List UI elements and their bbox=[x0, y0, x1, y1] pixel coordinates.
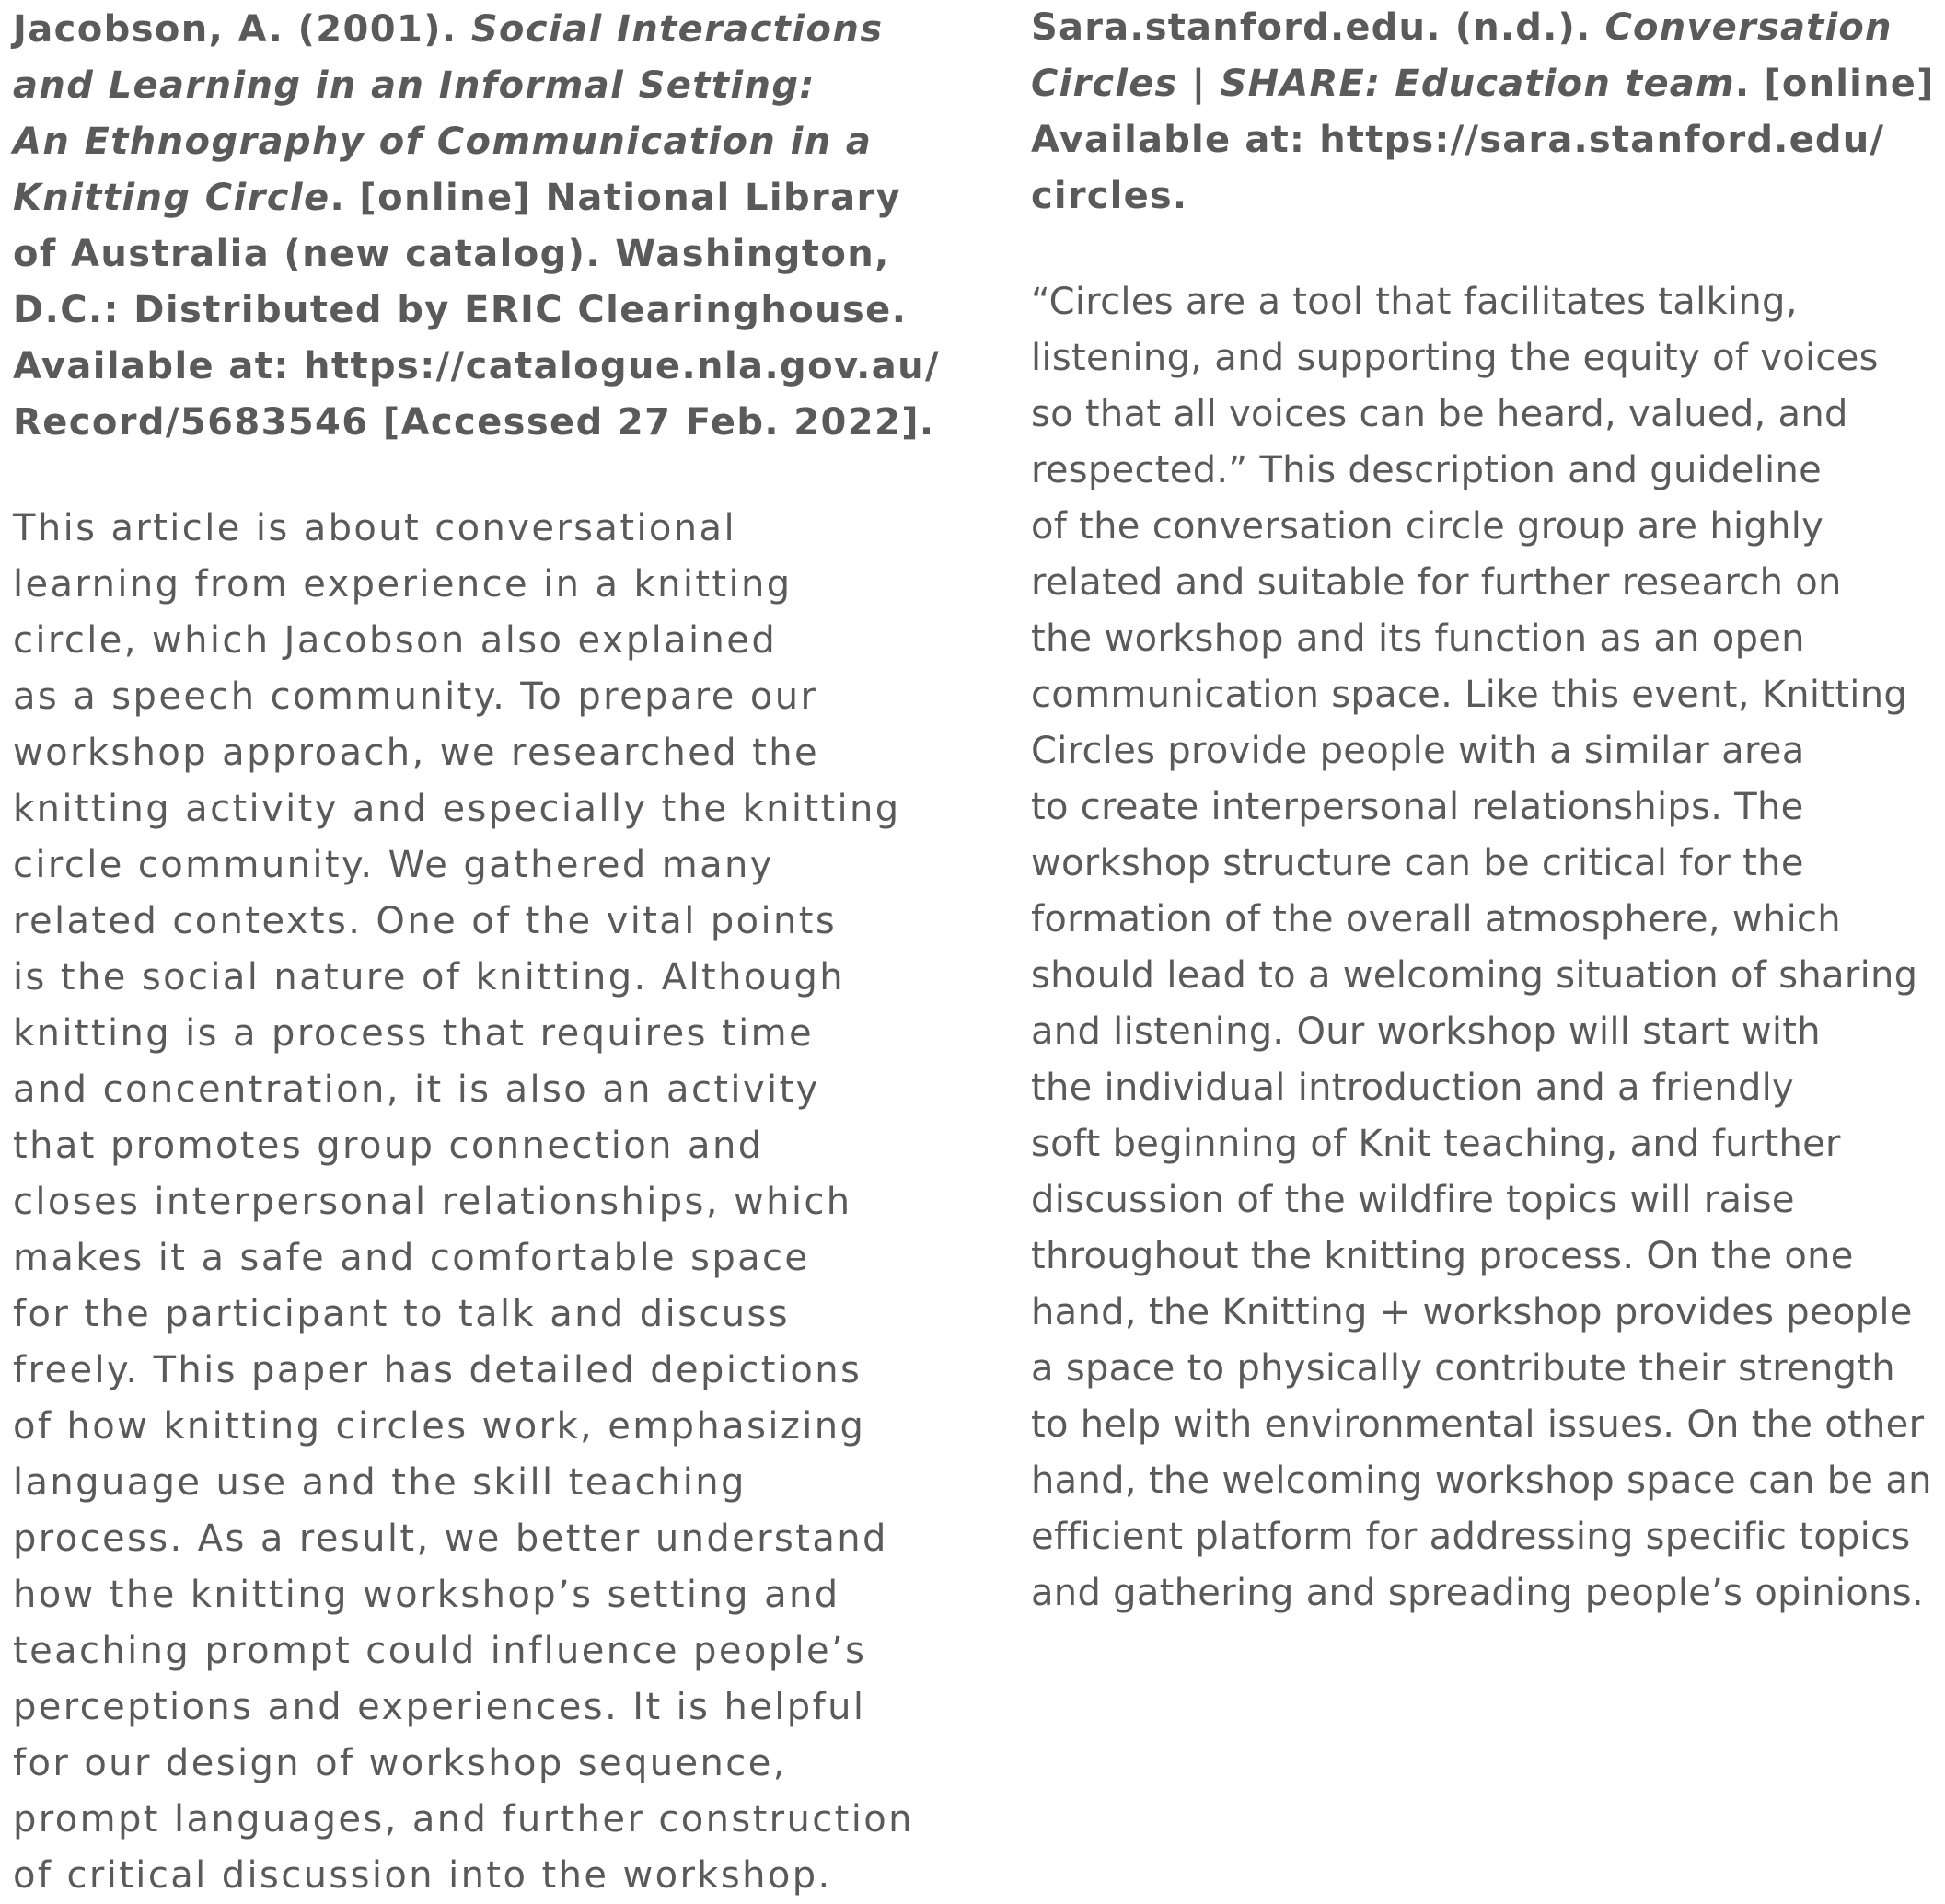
citation-title-line-4: Knitting Circle bbox=[13, 177, 330, 219]
citation-online: . [online] bbox=[1734, 63, 1935, 105]
annotation-line: process. As a result, we better understand bbox=[13, 1517, 888, 1560]
annotation-line: workshop structure can be critical for the bbox=[1031, 842, 1804, 884]
annotation-line: for our design of workshop sequence, bbox=[13, 1742, 787, 1784]
annotation-line: “Circles are a tool that facilitates talking, bbox=[1031, 281, 1798, 323]
annotation-line: a space to physically contribute their strength bbox=[1031, 1347, 1895, 1390]
citation-title-line-2: Circles | SHARE: Education team bbox=[1031, 63, 1735, 105]
annotation-line: formation of the overall atmosphere, which bbox=[1031, 898, 1841, 940]
annotation-line: for the participant to talk and discuss bbox=[13, 1293, 790, 1335]
annotation-line: the workshop and its function as an open bbox=[1031, 617, 1805, 660]
jacobson-citation bbox=[13, 0, 941, 451]
annotation-line: discussion of the wildfire topics will raise bbox=[1031, 1179, 1795, 1221]
annotation-line: knitting is a process that requires time bbox=[13, 1012, 814, 1055]
annotation-line: and listening. Our workshop will start with bbox=[1031, 1010, 1821, 1053]
annotation-line: knitting activity and especially the knitting bbox=[13, 788, 901, 830]
annotation-line: workshop approach, we researched the bbox=[13, 732, 820, 774]
annotation-line: closes interpersonal relationships, which bbox=[13, 1181, 852, 1223]
annotation-line: This article is about conversational bbox=[13, 507, 736, 549]
annotation-line: as a speech community. To prepare our bbox=[13, 675, 818, 718]
annotation-line: hand, the welcoming workshop space can be an bbox=[1031, 1460, 1932, 1502]
annotation-line: communication space. Like this event, Knitting bbox=[1031, 674, 1908, 716]
annotation-line: circle, which Jacobson also explained bbox=[13, 619, 778, 662]
stanford-annotation bbox=[1031, 274, 1942, 1621]
citation-author-year: Jacobson, A. (2001). bbox=[13, 8, 471, 51]
citation-title-line-2: and Learning in an Informal Setting: bbox=[13, 64, 816, 107]
stanford-citation bbox=[1031, 0, 1942, 225]
annotation-line: of the conversation circle group are highly bbox=[1031, 505, 1824, 548]
annotation-line: how the knitting workshop’s setting and bbox=[13, 1574, 840, 1616]
annotation-line: of critical discussion into the workshop. bbox=[13, 1854, 832, 1897]
annotation-line: should lead to a welcoming situation of sharing bbox=[1031, 954, 1918, 997]
citation-title-line-1: Social Interactions bbox=[470, 8, 884, 51]
annotation-line: respected.” This description and guideline bbox=[1031, 449, 1823, 491]
annotation-line: freely. This paper has detailed depictions bbox=[13, 1349, 863, 1391]
annotation-line: circle community. We gathered many bbox=[13, 844, 774, 886]
annotation-line: is the social nature of knitting. Although bbox=[13, 956, 846, 998]
citation-line-3: Available at: https://sara.stanford.edu/ bbox=[1031, 119, 1885, 161]
citation-publisher: . [online] National Library bbox=[330, 177, 902, 219]
citation-line-5: of Australia (new catalog). Washington, bbox=[13, 233, 890, 275]
citation-line-4: circles. bbox=[1031, 175, 1188, 217]
annotation-line: throughout the knitting process. On the one bbox=[1031, 1235, 1854, 1277]
annotation-line: perceptions and experiences. It is helpful bbox=[13, 1686, 866, 1728]
annotation-line: related contexts. One of the vital points bbox=[13, 900, 838, 942]
right-column bbox=[1031, 0, 1942, 1621]
annotation-line: of how knitting circles work, emphasizing bbox=[13, 1405, 866, 1448]
annotation-line: language use and the skill teaching bbox=[13, 1461, 747, 1504]
left-column bbox=[13, 0, 941, 1904]
annotation-line: and gathering and spreading people’s opinions. bbox=[1031, 1572, 1924, 1614]
annotation-line: so that all voices can be heard, valued, and bbox=[1031, 393, 1848, 435]
annotation-line: to help with environmental issues. On the other bbox=[1031, 1403, 1925, 1446]
annotation-line: listening, and supporting the equity of voices bbox=[1031, 337, 1879, 379]
annotation-line: teaching prompt could influence people’s bbox=[13, 1630, 867, 1672]
annotation-line: prompt languages, and further construction bbox=[13, 1798, 914, 1841]
annotation-line: that promotes group connection and bbox=[13, 1125, 764, 1167]
annotation-line: Circles provide people with a similar area bbox=[1031, 730, 1805, 772]
annotation-line: hand, the Knitting + workshop provides people bbox=[1031, 1291, 1913, 1333]
citation-title-line-1: Conversation bbox=[1604, 6, 1893, 49]
annotation-line: and concentration, it is also an activity bbox=[13, 1068, 820, 1111]
annotation-line: learning from experience in a knitting bbox=[13, 563, 793, 606]
jacobson-annotation bbox=[13, 501, 933, 1904]
annotation-line: soft beginning of Knit teaching, and further bbox=[1031, 1123, 1841, 1165]
citation-line-6: D.C.: Distributed by ERIC Clearinghouse. bbox=[13, 289, 908, 331]
annotation-line: makes it a safe and comfortable space bbox=[13, 1237, 810, 1279]
citation-line-8: Record/5683546 [Accessed 27 Feb. 2022]. bbox=[13, 401, 935, 444]
citation-line-7: Available at: https://catalogue.nla.gov.au/ bbox=[13, 345, 941, 387]
annotation-line: related and suitable for further research on bbox=[1031, 561, 1842, 604]
annotation-line: efficient platform for addressing specific topics bbox=[1031, 1516, 1911, 1558]
annotation-line: the individual introduction and a friendly bbox=[1031, 1067, 1795, 1109]
annotation-line: to create interpersonal relationships. The bbox=[1031, 786, 1804, 828]
citation-title-line-3: An Ethnography of Communication in a bbox=[13, 121, 873, 163]
citation-source: Sara.stanford.edu. (n.d.). bbox=[1031, 6, 1605, 49]
